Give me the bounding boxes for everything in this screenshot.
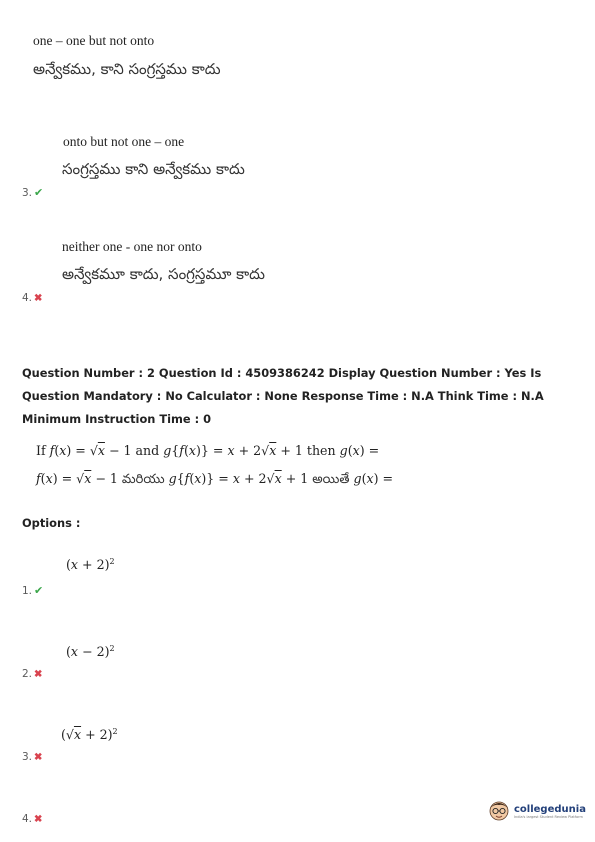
option-number: 4. ✖	[22, 292, 43, 304]
option-math: $(x + 2)^2$	[66, 557, 115, 573]
option-text-en: one – one but not onto	[33, 33, 155, 48]
cross-icon: ✖	[34, 293, 43, 304]
question-header: Question Number : 2 Question Id : 4509386242 Display Question Number : Yes Is Question Mandatory : No Calculator : None Response Time : N.A Think Time : N.A Minimum Instruction Time : 0	[22, 366, 544, 426]
cross-icon: ✖	[34, 752, 43, 763]
cross-icon: ✖	[34, 814, 43, 825]
option-number: 3. ✔	[22, 186, 44, 199]
logo-tagline: India's largest Student Review Platform	[514, 814, 583, 819]
cross-icon: ✖	[34, 669, 43, 680]
option-text-te: సంగ్రస్తము కాని అన్వేకము కాదు	[62, 160, 245, 178]
option-text-en: neither one - one nor onto	[62, 239, 202, 254]
logo-name: collegedunia	[514, 803, 586, 815]
option-text-en: onto but not one – one	[63, 134, 185, 149]
option-math: $(x - 2)^2$	[66, 644, 115, 660]
mascot-icon	[488, 798, 510, 824]
option-number: 2. ✖	[22, 668, 43, 680]
option-number: 4. ✖	[22, 813, 43, 825]
option-number: 3. ✖	[22, 751, 43, 763]
options-label: Options :	[22, 516, 81, 530]
check-icon: ✔	[34, 186, 44, 199]
question-text-te: f(x) = √x − 1 మరియు g{f(x)} = x + 2√x + 1 అయితే g(x) =	[36, 471, 394, 487]
option-number: 1. ✔	[22, 584, 44, 597]
collegedunia-logo	[488, 798, 586, 824]
check-icon: ✔	[34, 584, 44, 597]
question-text-en: If f(x) = √x − 1 and g{f(x)} = x + 2√x + 1 then g(x) =	[36, 443, 380, 458]
option-text-te: అన్వేకము, కాని సంగ్రస్తము కాదు	[33, 60, 221, 78]
option-text-te: అన్వేకమూ కాదు, సంగ్రస్తమూ కాదు	[62, 265, 265, 283]
option-math: $(√x + 2)^2$	[61, 727, 118, 743]
